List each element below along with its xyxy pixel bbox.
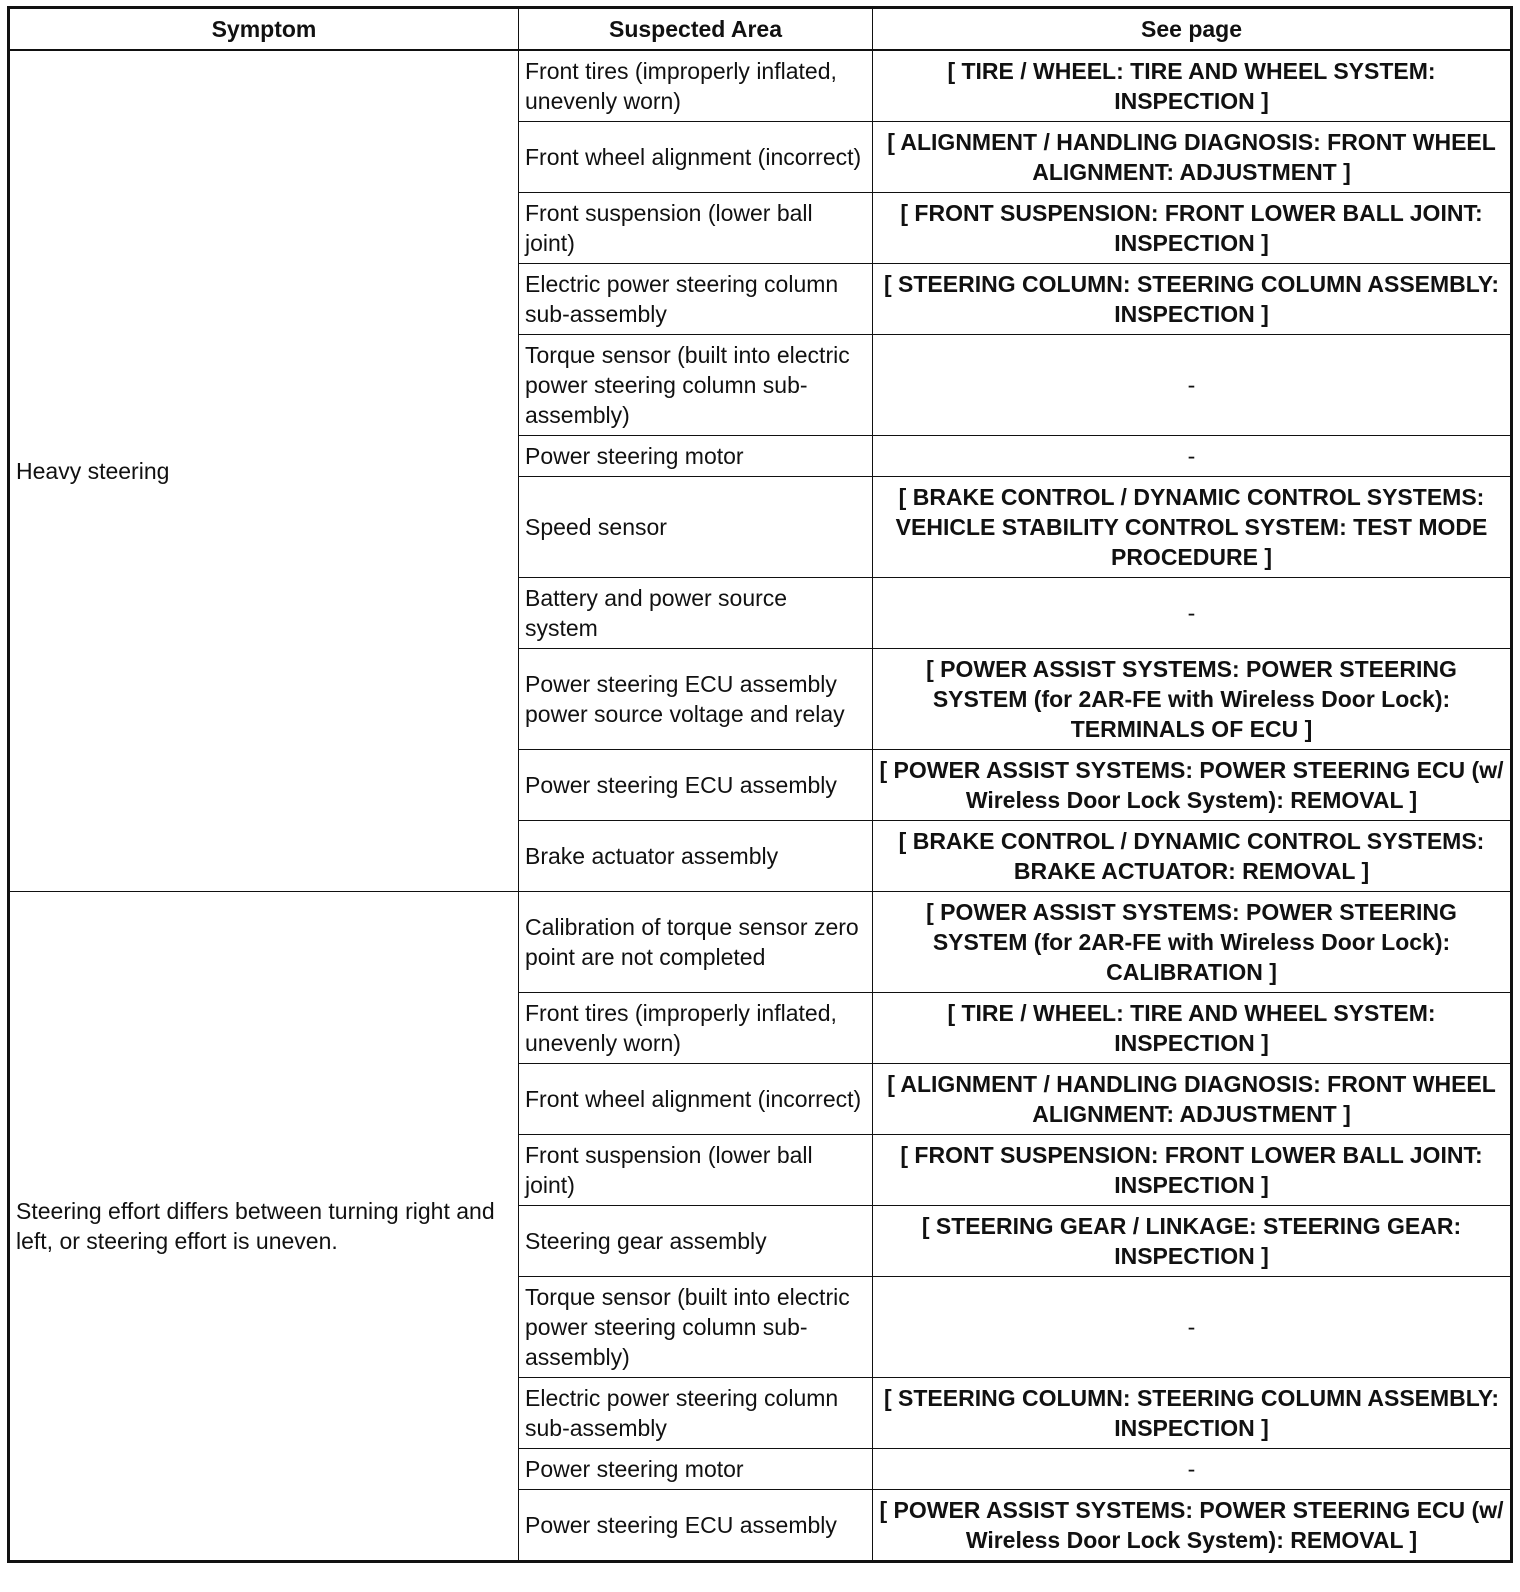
suspected-area-cell: Front tires (improperly inflated, unevenly worn) [519, 993, 873, 1064]
header-symptom: Symptom [9, 8, 519, 51]
header-see-page: See page [873, 8, 1512, 51]
see-page-empty-cell: - [873, 1277, 1512, 1378]
header-row [9, 8, 1512, 51]
suspected-area-cell: Battery and power source system [519, 578, 873, 649]
suspected-area-cell: Calibration of torque sensor zero point are not completed [519, 892, 873, 993]
table-row [9, 50, 1512, 122]
diagnosis-table [7, 6, 1513, 1563]
see-page-reference-cell: [ STEERING COLUMN: STEERING COLUMN ASSEMBLY: INSPECTION ] [873, 1378, 1512, 1449]
suspected-area-cell: Torque sensor (built into electric power steering column sub-assembly) [519, 335, 873, 436]
suspected-area-cell: Front wheel alignment (incorrect) [519, 122, 873, 193]
see-page-reference-cell: [ POWER ASSIST SYSTEMS: POWER STEERING SYSTEM (for 2AR-FE with Wireless Door Lock): TERMINALS OF ECU ] [873, 649, 1512, 750]
suspected-area-cell: Power steering ECU assembly power source voltage and relay [519, 649, 873, 750]
see-page-reference-cell: [ POWER ASSIST SYSTEMS: POWER STEERING SYSTEM (for 2AR-FE with Wireless Door Lock): CALIBRATION ] [873, 892, 1512, 993]
suspected-area-cell: Power steering motor [519, 1449, 873, 1490]
see-page-reference-cell: [ FRONT SUSPENSION: FRONT LOWER BALL JOINT: INSPECTION ] [873, 193, 1512, 264]
see-page-reference-cell: [ STEERING COLUMN: STEERING COLUMN ASSEMBLY: INSPECTION ] [873, 264, 1512, 335]
see-page-reference-cell: [ ALIGNMENT / HANDLING DIAGNOSIS: FRONT WHEEL ALIGNMENT: ADJUSTMENT ] [873, 1064, 1512, 1135]
suspected-area-cell: Steering gear assembly [519, 1206, 873, 1277]
see-page-reference-cell: [ TIRE / WHEEL: TIRE AND WHEEL SYSTEM: INSPECTION ] [873, 50, 1512, 122]
see-page-reference-cell: [ POWER ASSIST SYSTEMS: POWER STEERING ECU (w/ Wireless Door Lock System): REMOVAL ] [873, 1490, 1512, 1562]
see-page-reference-cell: [ POWER ASSIST SYSTEMS: POWER STEERING ECU (w/ Wireless Door Lock System): REMOVAL ] [873, 750, 1512, 821]
see-page-empty-cell: - [873, 335, 1512, 436]
suspected-area-cell: Electric power steering column sub-assembly [519, 264, 873, 335]
see-page-empty-cell: - [873, 1449, 1512, 1490]
suspected-area-cell: Power steering ECU assembly [519, 1490, 873, 1562]
see-page-reference-cell: [ BRAKE CONTROL / DYNAMIC CONTROL SYSTEMS: VEHICLE STABILITY CONTROL SYSTEM: TEST MODE PROCEDURE ] [873, 477, 1512, 578]
see-page-empty-cell: - [873, 436, 1512, 477]
suspected-area-cell: Brake actuator assembly [519, 821, 873, 892]
see-page-reference-cell: [ FRONT SUSPENSION: FRONT LOWER BALL JOINT: INSPECTION ] [873, 1135, 1512, 1206]
see-page-reference-cell: [ ALIGNMENT / HANDLING DIAGNOSIS: FRONT WHEEL ALIGNMENT: ADJUSTMENT ] [873, 122, 1512, 193]
header-suspected-area: Suspected Area [519, 8, 873, 51]
suspected-area-cell: Power steering motor [519, 436, 873, 477]
table-header [9, 8, 1512, 51]
see-page-reference-cell: [ TIRE / WHEEL: TIRE AND WHEEL SYSTEM: INSPECTION ] [873, 993, 1512, 1064]
suspected-area-cell: Front suspension (lower ball joint) [519, 193, 873, 264]
suspected-area-cell: Power steering ECU assembly [519, 750, 873, 821]
suspected-area-cell: Front suspension (lower ball joint) [519, 1135, 873, 1206]
see-page-empty-cell: - [873, 578, 1512, 649]
see-page-reference-cell: [ BRAKE CONTROL / DYNAMIC CONTROL SYSTEMS: BRAKE ACTUATOR: REMOVAL ] [873, 821, 1512, 892]
symptom-cell: Steering effort differs between turning right and left, or steering effort is uneven. [9, 892, 519, 1562]
suspected-area-cell: Electric power steering column sub-assembly [519, 1378, 873, 1449]
suspected-area-cell: Speed sensor [519, 477, 873, 578]
symptom-cell: Heavy steering [9, 50, 519, 892]
see-page-reference-cell: [ STEERING GEAR / LINKAGE: STEERING GEAR: INSPECTION ] [873, 1206, 1512, 1277]
table-body [9, 50, 1512, 1562]
suspected-area-cell: Front wheel alignment (incorrect) [519, 1064, 873, 1135]
suspected-area-cell: Torque sensor (built into electric power steering column sub-assembly) [519, 1277, 873, 1378]
table-row [9, 892, 1512, 993]
suspected-area-cell: Front tires (improperly inflated, unevenly worn) [519, 50, 873, 122]
